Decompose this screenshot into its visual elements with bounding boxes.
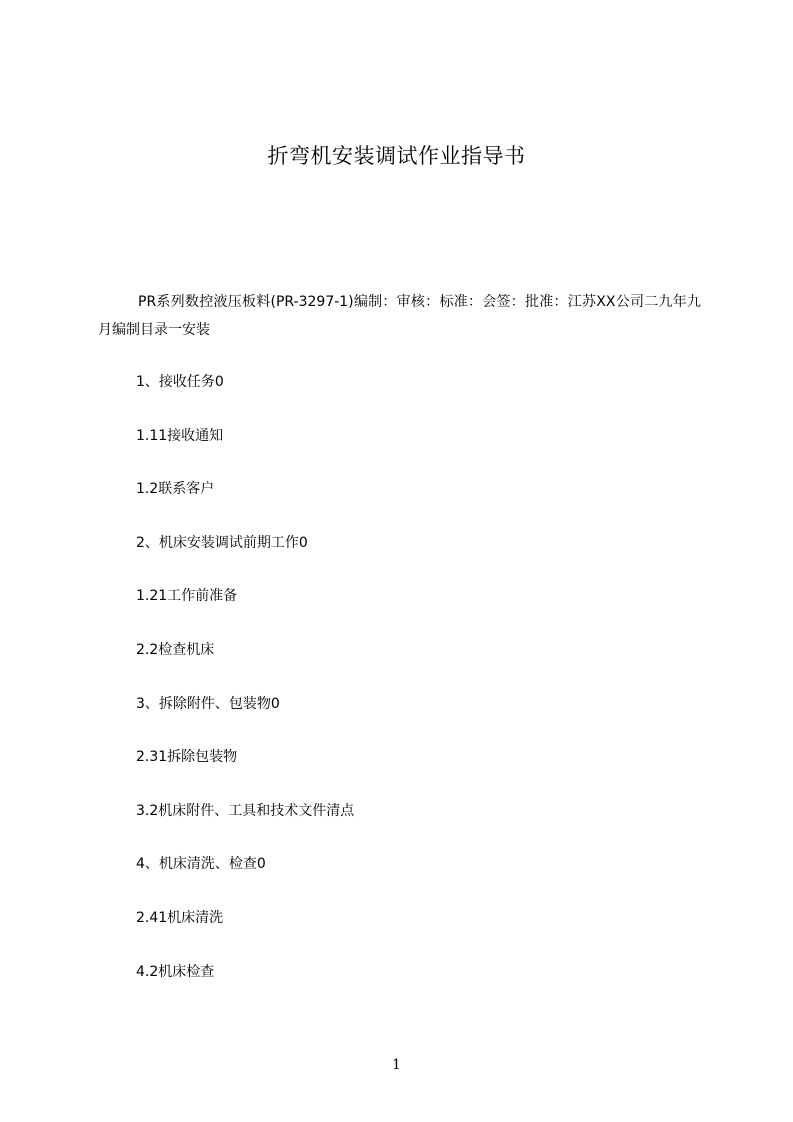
toc-item: 2、机床安装调试前期工作0 <box>136 534 308 551</box>
table-of-contents <box>136 368 354 1011</box>
page-number: 1 <box>392 1057 401 1073</box>
toc-item: 2.2检查机床 <box>136 641 215 658</box>
toc-item: 4、机床清洗、检查0 <box>136 856 266 873</box>
toc-item: 1.2联系客户 <box>136 481 215 498</box>
toc-item: 3.2机床附件、工具和技术文件清点 <box>136 802 355 819</box>
toc-item: 2.31拆除包装物 <box>136 749 238 766</box>
toc-item: 1.11接收通知 <box>136 427 224 444</box>
toc-item: 1、接收任务0 <box>136 374 224 390</box>
toc-item: 4.2机床检查 <box>136 963 215 980</box>
toc-item: 2.41机床清洗 <box>136 909 224 926</box>
intro-paragraph: PR系列数控液压板料(PR-3297-1)编制：审核：标准：会签：批准：江苏XX公司二九年九月编制目录一安装 <box>98 294 701 338</box>
document-title: 折弯机安装调试作业指导书 <box>267 144 526 168</box>
toc-item: 1.21工作前准备 <box>136 588 238 605</box>
toc-item: 3、拆除附件、包装物0 <box>136 695 280 712</box>
